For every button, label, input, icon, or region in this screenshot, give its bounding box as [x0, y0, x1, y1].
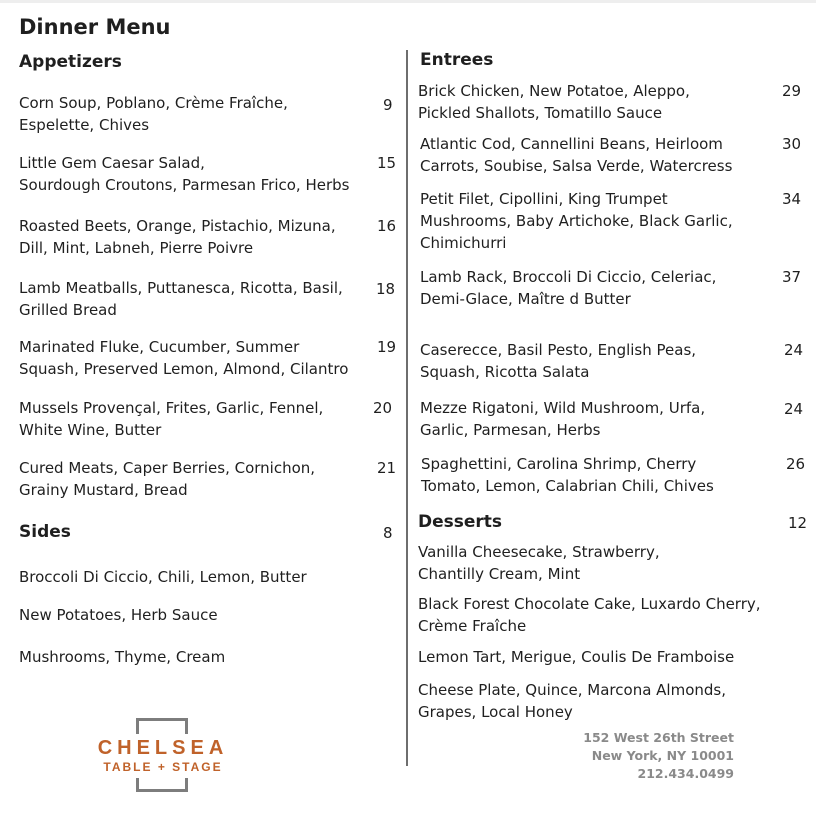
dessert-item-black-forest-cake: [418, 593, 761, 637]
item-price: 16: [377, 217, 397, 235]
appetizers-heading: Appetizers: [19, 52, 122, 72]
item-description-line: Atlantic Cod, Cannellini Beans, Heirloom: [420, 135, 723, 153]
item-price: 24: [784, 400, 804, 418]
menu-item-marinated-fluke: [19, 336, 348, 380]
menu-title: Dinner Menu: [19, 15, 171, 39]
item-description-line: Mussels Provençal, Frites, Garlic, Fennel,: [19, 399, 324, 417]
item-description-line: Brick Chicken, New Potatoe, Aleppo,: [418, 82, 690, 100]
item-description-line: Chantilly Cream, Mint: [418, 565, 581, 583]
dessert-item-cheesecake: [418, 541, 660, 585]
item-description-line: Tomato, Lemon, Calabrian Chili, Chives: [421, 477, 714, 495]
item-description-line: Black Forest Chocolate Cake, Luxardo Cherry,: [418, 595, 761, 613]
top-border: [0, 0, 816, 3]
menu-item-atlantic-cod: [420, 133, 732, 177]
item-description-line: Grilled Bread: [19, 301, 117, 319]
address-street: 152 West 26th Street: [583, 730, 734, 745]
desserts-price: 12: [788, 514, 808, 532]
item-price: 29: [782, 82, 802, 100]
menu-item-lamb-meatballs: [19, 277, 343, 321]
item-price: 34: [782, 190, 802, 208]
item-price: 18: [376, 280, 396, 298]
item-description-line: Crème Fraîche: [418, 617, 527, 635]
item-description-line: Lamb Rack, Broccoli Di Ciccio, Celeriac,: [420, 268, 717, 286]
item-description-line: Espelette, Chives: [19, 116, 150, 134]
entrees-heading: Entrees: [420, 50, 494, 70]
logo-name: CHELSEA: [97, 737, 229, 759]
item-description-line: Cured Meats, Caper Berries, Cornichon,: [19, 459, 316, 477]
item-description-line: Lemon Tart, Merigue, Coulis De Framboise: [418, 648, 735, 666]
side-item: Mushrooms, Thyme, Cream: [19, 648, 226, 666]
dessert-item-cheese-plate: [418, 679, 726, 723]
item-description-line: Mezze Rigatoni, Wild Mushroom, Urfa,: [420, 399, 706, 417]
item-price: 30: [782, 135, 802, 153]
item-description-line: Pickled Shallots, Tomatillo Sauce: [418, 104, 663, 122]
address-phone: 212.434.0499: [637, 766, 734, 781]
sides-heading: Sides: [19, 522, 71, 542]
item-description-line: Squash, Ricotta Salata: [420, 363, 590, 381]
item-description-line: Marinated Fluke, Cucumber, Summer: [19, 338, 300, 356]
menu-item-mezze-rigatoni: [420, 397, 705, 441]
item-description-line: Grainy Mustard, Bread: [19, 481, 188, 499]
item-price: 20: [373, 399, 393, 417]
item-description-line: Carrots, Soubise, Salsa Verde, Watercress: [420, 157, 733, 175]
menu-item-roasted-beets: [19, 215, 336, 259]
item-description-line: Spaghettini, Carolina Shrimp, Cherry: [421, 455, 697, 473]
menu-item-cured-meats: [19, 457, 315, 501]
item-description-line: Garlic, Parmesan, Herbs: [420, 421, 601, 439]
menu-item-brick-chicken: [418, 80, 690, 124]
item-description-line: Grapes, Local Honey: [418, 703, 573, 721]
menu-item-lamb-rack: [420, 266, 716, 310]
item-description-line: Lamb Meatballs, Puttanesca, Ricotta, Basil,: [19, 279, 343, 297]
item-description-line: Vanilla Cheesecake, Strawberry,: [418, 543, 660, 561]
item-description-line: Squash, Preserved Lemon, Almond, Cilantro: [19, 360, 349, 378]
item-price: 15: [377, 154, 397, 172]
side-item: New Potatoes, Herb Sauce: [19, 606, 218, 624]
menu-item-mussels: [19, 397, 323, 441]
item-description-line: Chimichurri: [420, 234, 507, 252]
restaurant-address: [560, 729, 734, 783]
item-description-line: Mushrooms, Baby Artichoke, Black Garlic,: [420, 212, 733, 230]
item-price: 37: [782, 268, 802, 286]
item-description-line: Corn Soup, Poblano, Crème Fraîche,: [19, 94, 288, 112]
item-price: 19: [377, 338, 397, 356]
item-description-line: White Wine, Butter: [19, 421, 162, 439]
menu-item-caesar-salad: [19, 152, 349, 196]
sides-price: 8: [383, 524, 393, 542]
menu-item-caserecce: [420, 339, 696, 383]
item-description-line: Caserecce, Basil Pesto, English Peas,: [420, 341, 697, 359]
item-description-line: Dill, Mint, Labneh, Pierre Poivre: [19, 239, 254, 257]
item-description-line: Demi-Glace, Maître d Butter: [420, 290, 631, 308]
item-price: 26: [786, 455, 806, 473]
side-item: Broccoli Di Ciccio, Chili, Lemon, Butter: [19, 568, 307, 586]
item-description-line: Little Gem Caesar Salad,: [19, 154, 205, 172]
menu-item-petit-filet: [420, 188, 733, 254]
item-price: 24: [784, 341, 804, 359]
menu-item-spaghettini: [421, 453, 714, 497]
menu-item-corn-soup: [19, 92, 288, 136]
item-description-line: Petit Filet, Cipollini, King Trumpet: [420, 190, 668, 208]
dessert-item-lemon-tart: [418, 646, 734, 668]
item-description-line: Sourdough Croutons, Parmesan Frico, Herbs: [19, 176, 350, 194]
address-city: New York, NY 10001: [591, 748, 734, 763]
item-description-line: Roasted Beets, Orange, Pistachio, Mizuna,: [19, 217, 336, 235]
item-description-line: Cheese Plate, Quince, Marcona Almonds,: [418, 681, 726, 699]
logo-tagline: TABLE + STAGE: [103, 760, 223, 774]
column-divider: [406, 50, 408, 766]
desserts-heading: Desserts: [418, 512, 503, 532]
item-price: 21: [377, 459, 397, 477]
item-price: 9: [383, 96, 393, 114]
